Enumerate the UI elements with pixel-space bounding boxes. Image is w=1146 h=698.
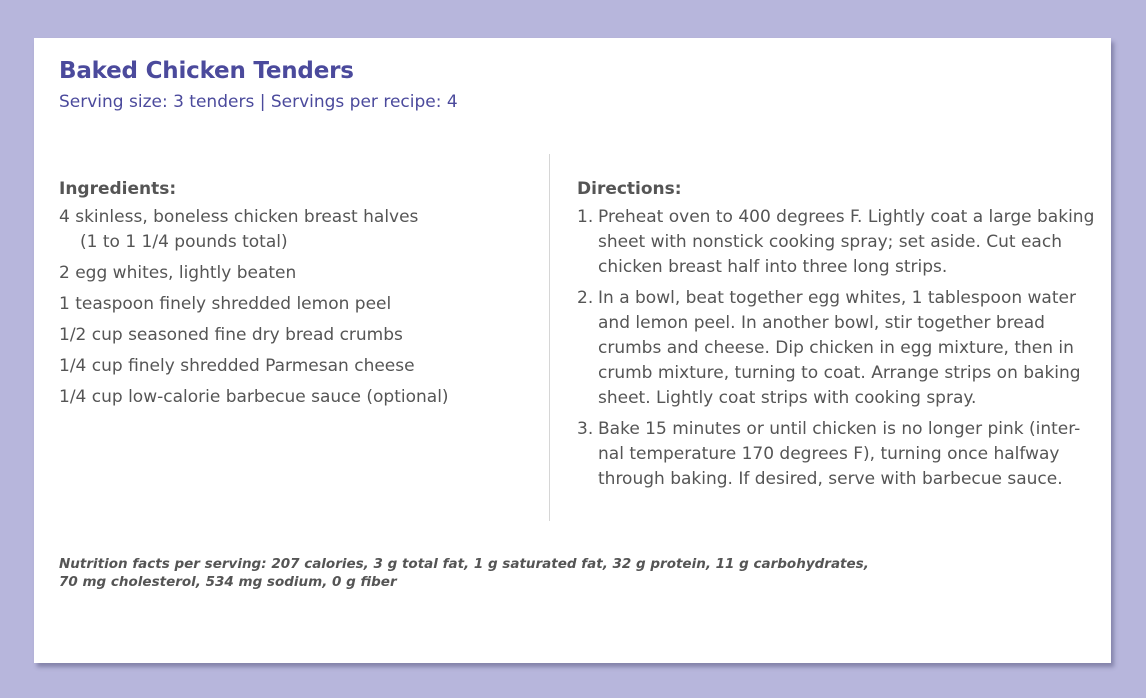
step-number: 2. xyxy=(577,288,594,308)
ingredient-item xyxy=(59,385,529,410)
recipe-title: Baked Chicken Tenders xyxy=(59,58,354,84)
ingredients-heading: Ingredients: xyxy=(59,179,177,199)
direction-step xyxy=(577,417,1097,492)
ingredient-text: 1/4 cup finely shredded Parmesan cheese xyxy=(59,356,415,376)
ingredient-text: 4 skinless, boneless chicken breast halves xyxy=(59,207,419,227)
nutrition-facts xyxy=(59,555,959,591)
ingredients-section xyxy=(59,177,529,416)
step-number: 1. xyxy=(577,207,594,227)
directions-section xyxy=(577,177,1097,498)
ingredient-item xyxy=(59,205,529,255)
direction-step xyxy=(577,286,1097,411)
step-text: Bake 15 minutes or until chicken is no longer pink (inter-nal temperature 170 degrees F), turning once halfway through baking. If desired, serve with barbecue sauce. xyxy=(598,419,1081,489)
directions-list xyxy=(577,205,1097,492)
ingredient-text: 1 teaspoon finely shredded lemon peel xyxy=(59,294,392,314)
ingredient-item xyxy=(59,292,529,317)
ingredient-text: 2 egg whites, lightly beaten xyxy=(59,263,297,283)
ingredient-text: 1/4 cup low-calorie barbecue sauce (optional) xyxy=(59,387,449,407)
ingredient-item xyxy=(59,261,529,286)
ingredients-list xyxy=(59,205,529,410)
ingredient-text: 1/2 cup seasoned fine dry bread crumbs xyxy=(59,325,403,345)
direction-step xyxy=(577,205,1097,280)
ingredient-subtext: (1 to 1 1/4 pounds total) xyxy=(80,232,288,252)
column-divider xyxy=(549,154,550,521)
ingredient-item xyxy=(59,354,529,379)
recipe-subtitle: Serving size: 3 tenders | Servings per recipe: 4 xyxy=(59,92,458,112)
nutrition-line-2: 70 mg cholesterol, 534 mg sodium, 0 g fiber xyxy=(59,574,397,590)
recipe-card xyxy=(34,38,1111,663)
step-number: 3. xyxy=(577,419,594,439)
ingredient-item xyxy=(59,323,529,348)
step-text: In a bowl, beat together egg whites, 1 tablespoon water and lemon peel. In another bowl, stir together bread crumbs and cheese. Dip chicken in egg mixture, then in crumb mixture, turning to coat. Arrange strips on baking sheet. Lightly coat strips with cooking spray. xyxy=(598,288,1081,408)
step-text: Preheat oven to 400 degrees F. Lightly coat a large baking sheet with nonstick cooking spray; set aside. Cut each chicken breast half into three long strips. xyxy=(598,207,1095,277)
nutrition-line-1: Nutrition facts per serving: 207 calories, 3 g total fat, 1 g saturated fat, 32 g protein, 11 g carbohydrates, xyxy=(59,556,869,572)
directions-heading: Directions: xyxy=(577,179,682,199)
